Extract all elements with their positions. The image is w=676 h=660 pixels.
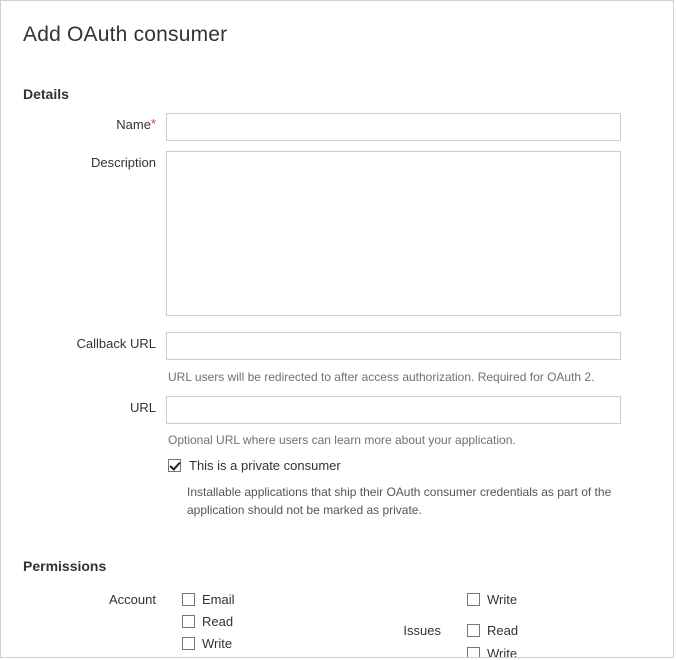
url-field-row — [23, 396, 621, 424]
name-field-row — [23, 113, 621, 141]
permission-account-write[interactable] — [182, 636, 232, 651]
permissions-section-heading: Permissions — [23, 558, 107, 574]
checkbox-icon[interactable] — [168, 459, 181, 472]
checkbox-icon[interactable] — [467, 624, 480, 637]
checkbox-icon[interactable] — [182, 637, 195, 650]
callback-url-input[interactable] — [166, 332, 621, 360]
permission-label: Read — [202, 614, 234, 629]
private-consumer-checkbox-row[interactable] — [168, 458, 341, 473]
details-section-heading: Details — [23, 86, 69, 102]
name-label — [23, 113, 166, 132]
private-consumer-note: Installable applications that ship their OAuth consumer credentials as part of the application should not be marked as private. — [187, 485, 612, 517]
callback-url-help-text: URL users will be redirected to after access authorization. Required for OAuth 2. — [168, 370, 595, 384]
permission-label: Write — [202, 636, 233, 651]
permission-account-email[interactable] — [182, 592, 235, 607]
permission-label: Write — [487, 592, 518, 607]
name-input[interactable] — [166, 113, 621, 141]
page-title: Add OAuth consumer — [23, 23, 228, 46]
description-label: Description — [90, 155, 156, 170]
url-input[interactable] — [166, 396, 621, 424]
callback-url-label: Callback URL — [76, 336, 156, 351]
checkbox-icon[interactable] — [182, 615, 195, 628]
permission-issues-read[interactable] — [467, 623, 518, 638]
permission-issues-write-1[interactable] — [467, 592, 517, 607]
description-textarea[interactable] — [166, 151, 621, 316]
permission-account-read[interactable] — [182, 614, 233, 629]
url-help-text: Optional URL where users can learn more about your application. — [168, 433, 516, 447]
description-field-row — [23, 151, 621, 316]
name-label-text: Name — [116, 117, 151, 132]
permission-issues-write-2[interactable] — [467, 646, 517, 658]
private-consumer-label: This is a private consumer — [189, 458, 341, 473]
permission-label: Read — [487, 623, 519, 638]
permission-label: Email — [202, 592, 235, 607]
required-indicator: * — [150, 116, 156, 131]
checkbox-icon[interactable] — [467, 647, 480, 658]
permission-label: Write — [487, 646, 518, 658]
checkbox-icon[interactable] — [182, 593, 195, 606]
checkbox-icon[interactable] — [467, 593, 480, 606]
account-permissions-label: Account — [109, 592, 156, 607]
callback-url-field-row — [23, 332, 621, 360]
issues-permissions-label: Issues — [403, 623, 441, 638]
url-label: URL — [129, 400, 156, 415]
